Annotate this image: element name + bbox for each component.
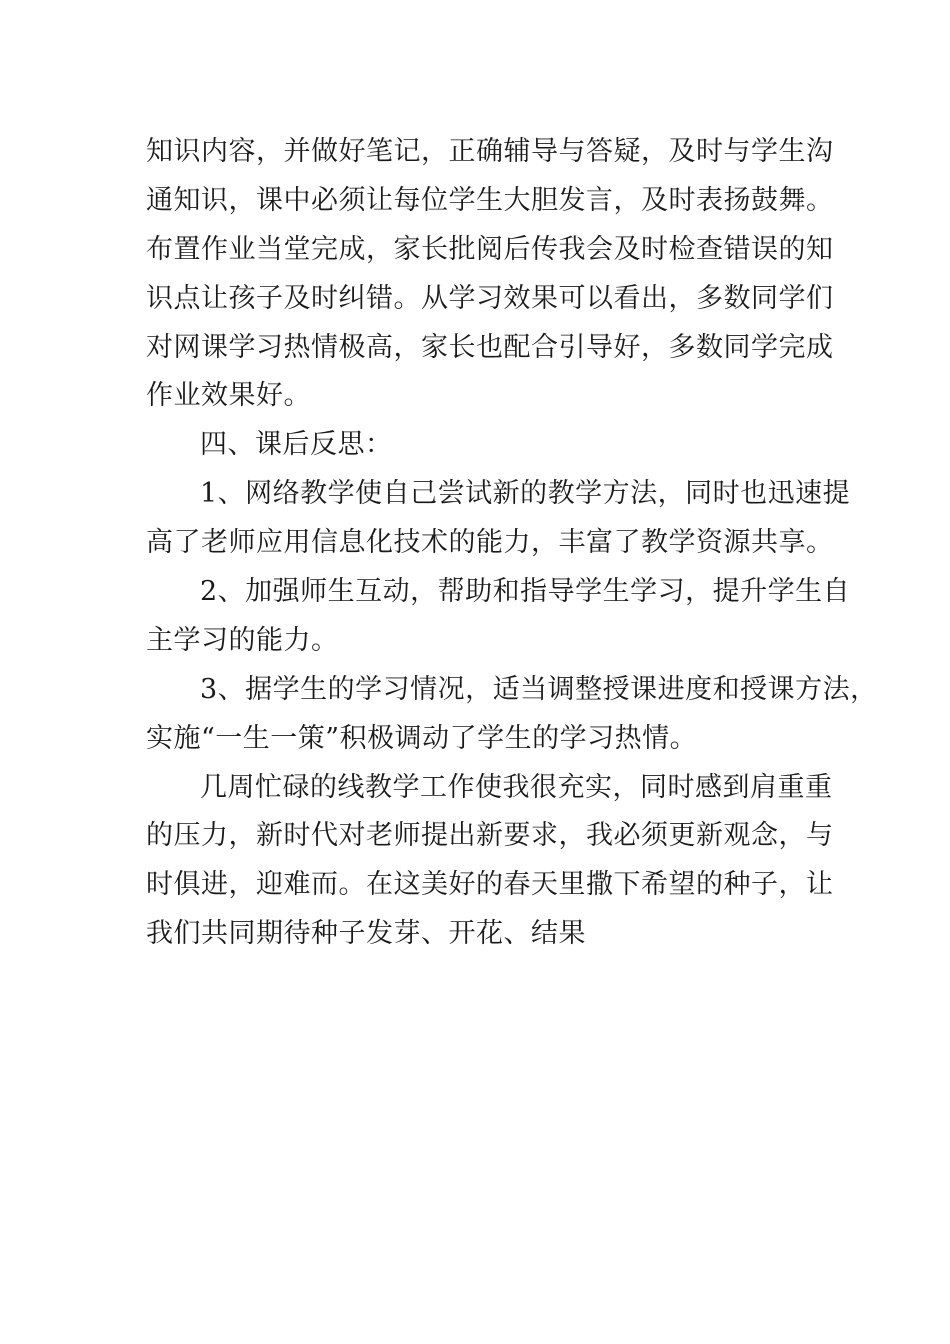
text-line: 主学习的能力。 bbox=[146, 624, 339, 656]
text-line: 2、加强师生互动，帮助和指导学生学习，提升学生自 bbox=[200, 576, 851, 608]
text-line: 1、网络教学使自己尝试新的教学方法，同时也迅速提 bbox=[200, 478, 851, 510]
text-line: 识点让孩子及时纠错。从学习效果可以看出，多数同学们 bbox=[146, 282, 834, 314]
text-line: 高了老师应用信息化技术的能力，丰富了教学资源共享。 bbox=[146, 527, 834, 559]
text-line: 对网课学习热情极高，家长也配合引导好，多数同学完成 bbox=[146, 331, 834, 363]
text-line: 我们共同期待种子发芽、开花、结果 bbox=[146, 918, 586, 950]
text-line: 的压力，新时代对老师提出新要求，我必须更新观念，与 bbox=[146, 820, 834, 852]
text-line: 布置作业当堂完成，家长批阅后传我会及时检查错误的知 bbox=[146, 233, 834, 265]
text-line: 通知识，课中必须让每位学生大胆发言，及时表扬鼓舞。 bbox=[146, 184, 834, 216]
text-line: 作业效果好。 bbox=[146, 380, 311, 412]
text-line: 实施“一生一策”积极调动了学生的学习热情。 bbox=[146, 722, 698, 754]
document-body bbox=[146, 128, 878, 959]
text-line: 时俱进，迎难而。在这美好的春天里撒下希望的种子，让 bbox=[146, 869, 834, 901]
text-line: 知识内容，并做好笔记，正确辅导与答疑，及时与学生沟 bbox=[146, 136, 834, 167]
section-heading: 四、课后反思： bbox=[200, 429, 393, 461]
text-line: 几周忙碌的线教学工作使我很充实，同时感到肩重重 bbox=[200, 771, 833, 803]
text-line: 3、据学生的学习情况，适当调整授课进度和授课方法， bbox=[200, 673, 878, 705]
